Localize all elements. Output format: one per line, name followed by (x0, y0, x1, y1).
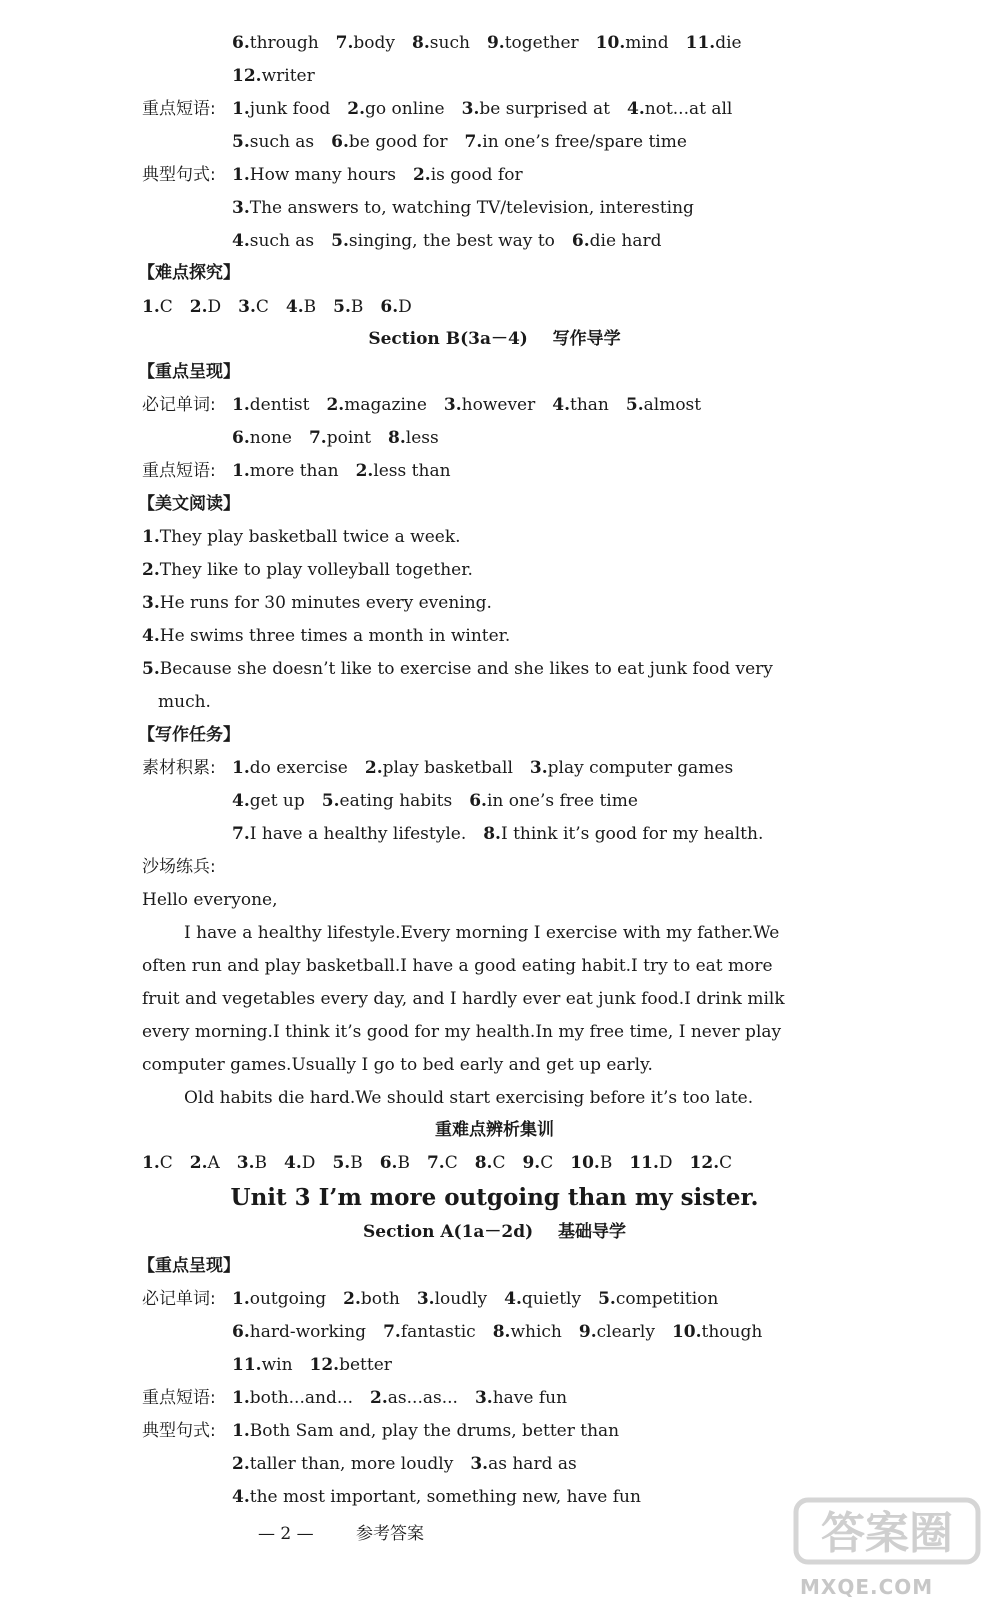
numbered-item (412, 33, 470, 53)
numbered-item (596, 33, 669, 53)
numbered-item (672, 1322, 762, 1342)
item-text: body (353, 33, 396, 53)
reading-answer (142, 592, 492, 614)
reading-answer (142, 658, 773, 680)
item-text: such (429, 33, 470, 53)
numbered-item (686, 33, 742, 53)
item-number: 2. (142, 560, 160, 580)
item-text: I have a healthy lifestyle. (249, 824, 467, 844)
item-text: both (360, 1289, 400, 1309)
numbered-item (237, 1153, 267, 1173)
numbered-item (232, 1388, 353, 1408)
item-number: 7. (232, 824, 250, 844)
phrases-label: 重点短语: (142, 461, 216, 481)
numbered-item (333, 297, 363, 317)
item-number: 3. (416, 1289, 435, 1309)
numbered-item (232, 824, 466, 844)
item-text: C (444, 1153, 458, 1173)
sentences-line (232, 1486, 641, 1508)
numbered-item (487, 33, 579, 53)
item-text: in one’s free time (486, 791, 638, 811)
numbered-item (579, 1322, 655, 1342)
item-text: B (599, 1153, 613, 1173)
item-number: 3. (529, 758, 548, 778)
item-text: have fun (492, 1388, 568, 1408)
numbered-item (427, 1153, 458, 1173)
item-number: 2. (326, 395, 345, 415)
numbered-item (232, 1454, 453, 1474)
item-text: competition (615, 1289, 719, 1309)
item-text: however (461, 395, 536, 415)
item-text: B (350, 1153, 363, 1173)
item-number: 3. (470, 1454, 489, 1474)
numbered-item (232, 1322, 366, 1342)
numbered-item (232, 1355, 293, 1375)
essay-line: fruit and vegetables every day, and I hardly ever eat junk food.I drink milk (142, 989, 785, 1009)
item-number: 11. (685, 33, 716, 53)
numbered-item (380, 1153, 410, 1173)
numbered-item (232, 198, 694, 218)
item-number: 6. (232, 428, 250, 448)
item-text: as...as... (387, 1388, 458, 1408)
section-a-title: Section A(1a－2d) (362, 1222, 534, 1242)
essay-line: I have a healthy lifestyle.Every morning I exercise with my father.We (184, 923, 780, 943)
numbered-item (570, 1153, 612, 1173)
words-line (232, 1288, 718, 1310)
item-text: quietly (521, 1289, 582, 1309)
item-number: 4. (504, 1289, 522, 1309)
item-text: point (326, 428, 372, 448)
item-text: B (303, 297, 317, 317)
item-number: 5. (331, 231, 349, 251)
item-number: 7. (308, 428, 327, 448)
item-number: 6. (331, 132, 349, 152)
item-number: 8. (388, 428, 406, 448)
sentences-line (232, 197, 694, 219)
item-number: 5. (333, 297, 351, 317)
numbered-item (284, 1153, 315, 1173)
watermark-logo-text: 答案圈 (821, 1508, 953, 1559)
section-title (0, 1221, 989, 1243)
item-text: die (715, 33, 742, 53)
item-number: 2. (412, 165, 431, 185)
numbered-item (232, 428, 292, 448)
item-number: 6. (232, 1322, 250, 1342)
numbered-item (232, 165, 396, 185)
item-number: 4. (232, 1487, 250, 1507)
numbered-item (552, 395, 609, 415)
item-number: 6. (380, 297, 399, 317)
numbered-item (232, 231, 314, 251)
item-number: 11. (232, 1355, 262, 1375)
item-number: 1. (232, 758, 250, 778)
numbered-item (483, 824, 763, 844)
reading-answer (142, 559, 473, 581)
item-number: 2. (343, 1289, 361, 1309)
item-text: taller than, more loudly (249, 1454, 454, 1474)
item-text: C (255, 297, 269, 317)
item-text: D (398, 297, 412, 317)
material-line (232, 790, 638, 812)
section-heading: 【美文阅读】 (138, 494, 240, 514)
item-text: in one’s free/spare time (482, 132, 687, 152)
item-number: 7. (464, 132, 483, 152)
words-line (232, 1354, 392, 1376)
item-number: 9. (486, 33, 505, 53)
numbered-item (465, 132, 687, 152)
item-text: writer (261, 66, 315, 86)
item-text: together (504, 33, 579, 53)
item-number: 12. (309, 1355, 340, 1375)
item-number: 7. (426, 1153, 445, 1173)
sentences-line (232, 1420, 619, 1442)
material-line (232, 757, 733, 779)
item-text: the most important, something new, have fun (249, 1487, 641, 1507)
item-text: though (701, 1322, 763, 1342)
item-number: 4. (284, 1153, 302, 1173)
item-text: How many hours (249, 165, 396, 185)
material-label: 素材积累: (142, 758, 216, 778)
item-text: win (261, 1355, 293, 1375)
numbered-item (332, 1153, 362, 1173)
item-text: get up (249, 791, 305, 811)
item-number: 2. (355, 461, 374, 481)
item-text: He swims three times a month in winter. (159, 626, 511, 646)
item-number: 1. (232, 1388, 250, 1408)
numbered-item (238, 297, 269, 317)
item-text: hard-working (249, 1322, 367, 1342)
item-text: C (492, 1153, 506, 1173)
numbered-item (232, 132, 314, 152)
item-number: 5. (142, 659, 160, 679)
item-text: C (159, 297, 173, 317)
item-text: do exercise (249, 758, 348, 778)
essay-line: Old habits die hard.We should start exercising before it’s too late. (184, 1088, 754, 1108)
numbered-item (493, 1322, 562, 1342)
item-text: clearly (596, 1322, 655, 1342)
item-text: such as (249, 231, 315, 251)
item-number: 8. (492, 1322, 511, 1342)
item-text: B (397, 1153, 410, 1173)
item-text: loudly (434, 1289, 488, 1309)
numbered-item (336, 33, 395, 53)
section-heading: 【重点呈现】 (138, 362, 240, 382)
phrases-label: 重点短语: (142, 99, 216, 119)
item-text: A (207, 1153, 220, 1173)
item-number: 2. (370, 1388, 388, 1408)
section-a-subtitle: 基础导学 (558, 1222, 627, 1242)
item-number: 4. (232, 231, 250, 251)
item-number: 7. (383, 1322, 401, 1342)
numbered-item (470, 1454, 576, 1474)
training-title: 重难点辨析集训 (435, 1120, 554, 1140)
item-text: C (540, 1153, 554, 1173)
numbered-item (286, 297, 316, 317)
sentences-line (232, 1453, 577, 1475)
item-number: 1. (142, 527, 160, 547)
numbered-item (232, 395, 309, 415)
item-number: 8. (483, 824, 501, 844)
item-number: 5. (625, 395, 644, 415)
essay-line: every morning.I think it’s good for my health.In my free time, I never play (142, 1022, 782, 1042)
item-number: 6. (571, 231, 590, 251)
answer-line (142, 296, 412, 318)
item-number: 4. (142, 626, 160, 646)
numbered-item (347, 99, 444, 119)
item-number: 12. (689, 1153, 720, 1173)
item-number: 4. (627, 99, 645, 119)
item-number: 4. (232, 791, 250, 811)
numbered-item (232, 66, 315, 86)
item-number: 8. (412, 33, 430, 53)
item-text: He runs for 30 minutes every evening. (159, 593, 492, 613)
item-text: B (350, 297, 364, 317)
sentences-line (232, 230, 662, 252)
numbered-item (232, 758, 348, 778)
numbered-item (232, 33, 319, 53)
phrases-line (232, 98, 732, 120)
item-text: outgoing (249, 1289, 327, 1309)
item-text: D (207, 297, 222, 317)
numbered-item (469, 791, 638, 811)
phrases-label: 重点短语: (142, 1388, 216, 1408)
item-text: C (719, 1153, 733, 1173)
item-text: play basketball (382, 758, 513, 778)
item-text: both...and... (249, 1388, 354, 1408)
numbered-item (190, 1153, 220, 1173)
item-number: 3. (238, 297, 256, 317)
words-line (232, 1321, 762, 1343)
item-number: 2. (189, 297, 208, 317)
item-number: 2. (189, 1153, 208, 1173)
item-number: 6. (379, 1153, 398, 1173)
numbered-item (504, 1289, 581, 1309)
item-text: which (510, 1322, 562, 1342)
item-number: 1. (232, 1289, 250, 1309)
material-line (232, 823, 763, 845)
item-number: 1. (232, 1421, 250, 1441)
words-line (232, 427, 439, 449)
item-number: 5. (232, 132, 250, 152)
section-b-title: Section B(3a－4) (368, 329, 528, 349)
item-number: 1. (142, 1153, 160, 1173)
numbered-item (310, 1355, 392, 1375)
item-number: 10. (570, 1153, 600, 1173)
section-heading: 【难点探究】 (138, 263, 240, 283)
section-heading: 【重点呈现】 (138, 1256, 240, 1276)
numbered-item (444, 395, 535, 415)
item-number: 5. (598, 1289, 616, 1309)
numbered-item (380, 297, 411, 317)
numbered-item (232, 1289, 326, 1309)
numbered-item (232, 1421, 619, 1441)
numbered-item (232, 1487, 641, 1507)
item-text: less (405, 428, 439, 448)
item-number: 9. (578, 1322, 597, 1342)
words-line (232, 394, 701, 416)
numbered-item (331, 132, 447, 152)
item-text: better (339, 1355, 392, 1375)
item-text: is good for (430, 165, 523, 185)
item-text: through (249, 33, 319, 53)
numbered-item (530, 758, 733, 778)
sentences-label: 典型句式: (142, 1421, 216, 1441)
essay-line: often run and play basketball.I have a good eating habit.I try to eat more (142, 956, 773, 976)
item-number: 8. (474, 1153, 493, 1173)
item-text: eating habits (339, 791, 453, 811)
item-number: 7. (335, 33, 354, 53)
numbered-item (365, 758, 513, 778)
numbered-item (627, 99, 732, 119)
numbered-item (232, 791, 305, 811)
words-label: 必记单词: (142, 1289, 216, 1309)
item-number: 3. (461, 99, 480, 119)
item-number: 2. (364, 758, 383, 778)
item-number: 10. (595, 33, 626, 53)
item-text: dentist (249, 395, 310, 415)
item-text: not...at all (644, 99, 733, 119)
numbered-item (326, 395, 426, 415)
numbered-item (190, 297, 221, 317)
numbered-item (142, 1153, 173, 1173)
item-text: be good for (348, 132, 448, 152)
reading-answer (142, 625, 510, 647)
numbered-item (232, 461, 339, 481)
numbered-item (356, 461, 451, 481)
item-text: singing, the best way to (348, 231, 555, 251)
item-number: 3. (232, 198, 250, 218)
reading-continuation: much. (158, 692, 211, 712)
item-number: 3. (142, 593, 160, 613)
item-number: 3. (236, 1153, 255, 1173)
item-number: 6. (232, 33, 250, 53)
item-text: D (658, 1153, 673, 1173)
item-number: 1. (232, 99, 250, 119)
item-text: They play basketball twice a week. (159, 527, 461, 547)
item-number: 5. (321, 791, 340, 811)
item-text: magazine (344, 395, 427, 415)
item-number: 2. (347, 99, 366, 119)
numbered-item (462, 99, 610, 119)
numbered-item (309, 428, 371, 448)
training-answers (142, 1152, 732, 1174)
item-number: 9. (522, 1153, 541, 1173)
numbered-item (417, 1289, 487, 1309)
essay-line: computer games.Usually I go to bed early and get up early. (142, 1055, 653, 1075)
numbered-item (142, 297, 173, 317)
numbered-item (626, 395, 701, 415)
item-text: as hard as (488, 1454, 577, 1474)
phrases-line (232, 1387, 567, 1409)
numbered-item (383, 1322, 476, 1342)
phrases-line (232, 131, 687, 153)
numbered-item (690, 1153, 733, 1173)
item-number: 2. (232, 1454, 250, 1474)
numbered-item (413, 165, 523, 185)
item-number: 4. (552, 395, 570, 415)
item-number: 10. (671, 1322, 702, 1342)
item-number: 1. (232, 395, 250, 415)
numbered-item (475, 1153, 506, 1173)
section-title (0, 328, 989, 350)
item-number: 3. (443, 395, 462, 415)
item-text: D (301, 1153, 316, 1173)
item-text: play computer games (547, 758, 734, 778)
item-text: fantastic (400, 1322, 476, 1342)
item-number: 3. (474, 1388, 493, 1408)
item-number: 4. (285, 297, 304, 317)
item-text: Both Sam and, play the drums, better than (249, 1421, 620, 1441)
item-number: 5. (332, 1153, 351, 1173)
sentences-label: 典型句式: (142, 165, 216, 185)
numbered-item (232, 99, 330, 119)
words-label: 必记单词: (142, 395, 216, 415)
footer-title: 参考答案 (356, 1524, 424, 1544)
vocab-line (232, 65, 315, 87)
numbered-item (331, 231, 555, 251)
item-text: junk food (249, 99, 331, 119)
item-text: B (254, 1153, 268, 1173)
item-number: 1. (232, 461, 250, 481)
numbered-item (572, 231, 662, 251)
item-number: 1. (232, 165, 250, 185)
section-heading: 【写作任务】 (138, 725, 240, 745)
item-text: than (570, 395, 609, 415)
item-number: 12. (232, 66, 262, 86)
item-number: 1. (142, 297, 160, 317)
item-text: more than (249, 461, 339, 481)
item-text: They like to play volleyball together. (159, 560, 473, 580)
item-text: almost (643, 395, 702, 415)
phrases-line (232, 460, 451, 482)
item-number: 6. (469, 791, 487, 811)
unit-title: Unit 3 I’m more outgoing than my sister. (230, 1184, 759, 1211)
vocab-line (232, 32, 742, 54)
item-text: I think it’s good for my health. (500, 824, 764, 844)
item-number: 11. (629, 1153, 659, 1173)
numbered-item (343, 1289, 400, 1309)
item-text: die hard (589, 231, 662, 251)
numbered-item (522, 1153, 553, 1173)
essay-greeting: Hello everyone, (142, 890, 278, 910)
watermark-url: MXQE.COM (800, 1575, 934, 1599)
item-text: be surprised at (479, 99, 611, 119)
reading-answer (142, 526, 461, 548)
numbered-item (370, 1388, 458, 1408)
page-number: — 2 — (258, 1524, 314, 1544)
numbered-item (475, 1388, 567, 1408)
practice-label: 沙场练兵: (142, 857, 216, 877)
sentences-line (232, 164, 523, 186)
numbered-item (598, 1289, 718, 1309)
numbered-item (322, 791, 452, 811)
item-text: Because she doesn’t like to exercise and she likes to eat junk food very (159, 659, 773, 679)
item-text: less than (373, 461, 451, 481)
item-text: C (159, 1153, 173, 1173)
item-text: The answers to, watching TV/television, interesting (249, 198, 694, 218)
numbered-item (629, 1153, 672, 1173)
section-b-subtitle: 写作导学 (552, 329, 621, 349)
numbered-item (388, 428, 439, 448)
item-text: such as (249, 132, 315, 152)
item-text: none (249, 428, 292, 448)
item-text: go online (365, 99, 445, 119)
item-text: mind (625, 33, 669, 53)
